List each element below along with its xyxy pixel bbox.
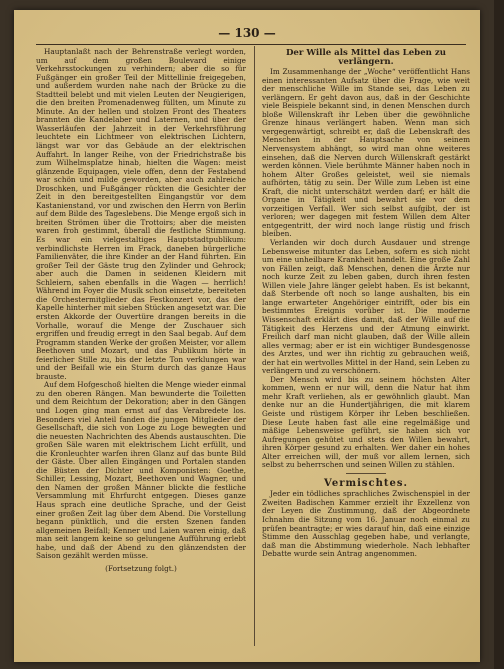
page-number: — 130 — bbox=[218, 26, 276, 40]
book-binding-edge bbox=[494, 0, 504, 669]
column-divider bbox=[254, 46, 255, 646]
continuation-note: (Fortsetzung folgt.) bbox=[105, 563, 177, 573]
left-paragraph-2: Auf dem Hofgeschoß hielten die Menge wieder einmal zu den oberen Rängen. Man bewunderte die Toiletten und dem Reichtum der Dekoration; aber in den Gängen und Logen ging man ernst auf das Verabredete los. Besonders viel Anteil fanden die jungen Mitglieder der Gesellschaft, die sich von Loge zu Loge bewegten und die neuesten Nachrichten des Abends austauschten. Die großen Säle waren mit elektrischem Licht erfüllt, und die Kronleuchter warfen ihren Glanz auf das bunte Bild der Gäste. Über allen Eingängen und Portalen standen die Büsten der Dichter und Komponisten: Goethe, Schiller, Lessing, Mozart, Beethoven und Wagner, und den Namen der großen Männer blickte die festliche Versammlung mit Ehrfurcht entgegen. Dieses ganze Haus sprach eine deutliche Sprache, und der Geist einer großen Zeit lag über dem Abend. Die Vorstellung begann pünktlich, und die ersten Szenen fanden allgemeinen Beifall; Kenner und Laien waren einig, daß man seit langem keine so gelungene Aufführung erlebt habe, und daß der Abend zu den glänzendsten der Saison gezählt werden müsse. bbox=[36, 380, 246, 561]
right-paragraph-2: Verlanden wir doch durch Ausdauer und strenge Lebensweise mitunter das Leben, sofern es sich nicht um eine unheilbare Krankheit handelt. Eine große Zahl von Fällen zeigt, daß Menschen, denen die Ärzte nur noch kurze Zeit zu leben gaben, durch ihren festen Willen viele Jahre länger gelebt haben. Es ist bekannt, daß Sterbende oft noch so lange aushalten, bis ein lange erwarteter Angehöriger eintrifft, oder bis ein bestimmtes Ereignis vorüber ist. Die moderne Wissenschaft erklärt dies damit, daß der Wille auf die Tätigkeit des Herzens und der Atmung einwirkt. Freilich darf man nicht glauben, daß der Wille allein alles vermag; aber er ist ein wichtiger Bundesgenosse des Arztes, und wer ihn richtig zu gebrauchen weiß, der hat ein wertvolles Mittel in der Hand, sein Leben zu verlängern und zu verschönern. bbox=[262, 238, 470, 376]
header-rule bbox=[36, 44, 466, 45]
newspaper-page bbox=[14, 10, 480, 662]
right-paragraph-4: Jeder ein tödliches sprachliches Zwischenspiel in der Zweiten Badischen Kammer erzielt ihr Exzellenz von der Leyen die Zustimmung, daß der Abgeordnete Ichnahm die Sitzung vom 16. Januar noch einmal zu prüfen beantragte; er wies darauf hin, daß eine einzige Stimme den Ausschlag gegeben habe, und verlangte, daß man die Abstimmung wiederhole. Nach lebhafter Debatte wurde sein Antrag angenommen. bbox=[262, 489, 470, 559]
right-paragraph-1: Im Zusammenhange der „Woche“ veröffentlicht Hans einen interessanten Aufsatz über die Frage, wie weit der menschliche Wille im Stande sei, das Leben zu verlängern. Er geht davon aus, daß in der Geschichte viele Beispiele bekannt sind, in denen Menschen durch bloße Willenskraft ihr Leben über die gewöhnliche Grenze hinaus verlängert haben. Wenn man sich vergegenwärtigt, schreibt er, daß die Lebenskraft des Menschen in der Hauptsache von seinem Nervensystem abhängt, so wird man ohne weiteres einsehen, daß die Nerven durch Willenskraft gestärkt werden können. Viele berühmte Männer haben noch in hohem Alter Großes geleistet, weil sie niemals aufhörten, tätig zu sein. Der Wille zum Leben ist eine Kraft, die nicht unterschätzt werden darf; er hält die Organe in Tätigkeit und bewahrt sie vor dem vorzeitigen Verfall. Wer sich selbst aufgibt, der ist verloren; wer dagegen mit festem Willen dem Alter entgegentritt, der wird noch lange rüstig und frisch bleiben. bbox=[262, 67, 470, 239]
right-column bbox=[262, 48, 470, 559]
left-column bbox=[36, 48, 246, 573]
section-separator bbox=[346, 473, 386, 474]
right-paragraph-3: Der Mensch wird bis zu seinem höchsten Alter kommen, wenn er nur will, denn die Natur hat ihm mehr Kraft verliehen, als er gewöhnlich glaubt. Man denke nur an die Hundertjährigen, die mit klarem Geiste und rüstigem Körper ihr Leben beschließen. Diese Leute haben fast alle eine regelmäßige und mäßige Lebensweise geführt, sie haben sich vor Aufregungen gehütet und stets den Willen bewahrt, ihren Körper gesund zu erhalten. Wer daher ein hohes Alter erreichen will, der muß vor allem lernen, sich selbst zu beherrschen und seinen Willen zu stählen. bbox=[262, 374, 470, 470]
section-heading-vermischtes: Vermischtes. bbox=[324, 477, 408, 489]
left-paragraph-1: Hauptanlaßt nach der Behrenstraße verlegt worden, um auf dem großen Boulevard einige Verkehrsstockungen zu verhindern; aber die so für Fußgänger ein großer Teil der Mittellinie freigegeben, und außerdem wurden nahe nach der Brücke zu die Stadtteil belebt und mit vielen Leuten der Neugierigen, die den breiten Promenadenweg füllten, um Minute zu Minute. An der hellen und stolzen Front des Theaters brannten die Kandelaber und Laternen, und über der Wasserläufen der Jahrzeit in der Verkehrsführung leuchtete ein Lichtmeer von elektrischen Lichtern, längst war vor das Gebäude an der elektrischen Auffahrt. In langer Reihe, von der Friedrichstraße bis zum Wilhelmsplatze hinab, hielten die Wagen: meist glänzende Equipagen, viele offen, denn der Festabend war schön und milde geworden, aber auch zahlreiche Droschken, und Fußgänger rückten die Gesichter der Zeit in den bereitgestellten Eingangstür vor dem Kastanienstand, vor und zwischen den Herrn von Berlin auf dem Bilde des Tageslebens. Die Menge ergoß sich in breiten Strömen über die Trottoirs; aber die meisten waren froh gestimmt, überall die festliche Stimmung. Es war ein vielgestaltiges Hauptstadtpublikum: verbindlichste Herren im Frack, daneben bürgerliche Familienväter, die ihre Kinder an der Hand führten. Ein großer Teil der Gäste trug den Zylinder und Gehrock; aber auch die Damen in seidenen Kleidern mit Schleiern, sahen ebenfalls in die Wagen — herrlich! Während im Foyer die Musik schon einsetzte, bereiteten die Orchestermitglieder das Festkonzert vor, das der Kapelle hinterher mit sieben Stücken angesetzt war. Die ersten Akkorde der Ouvertüre drangen bereits in die Vorhalle, worauf die Menge der Zuschauer sich ergriffen und freudig erregt in den Saal begab. Auf dem Programm standen Werke der großen Meister, vor allem Beethoven und Mozart, und das Publikum hörte in feierlicher Stille zu, bis der letzte Ton verklungen war und der Beifall wie ein Sturm durch das ganze Haus brauste. bbox=[36, 47, 246, 381]
article-heading: Der Wille als Mittel das Leben zu verlängern. bbox=[285, 48, 447, 67]
